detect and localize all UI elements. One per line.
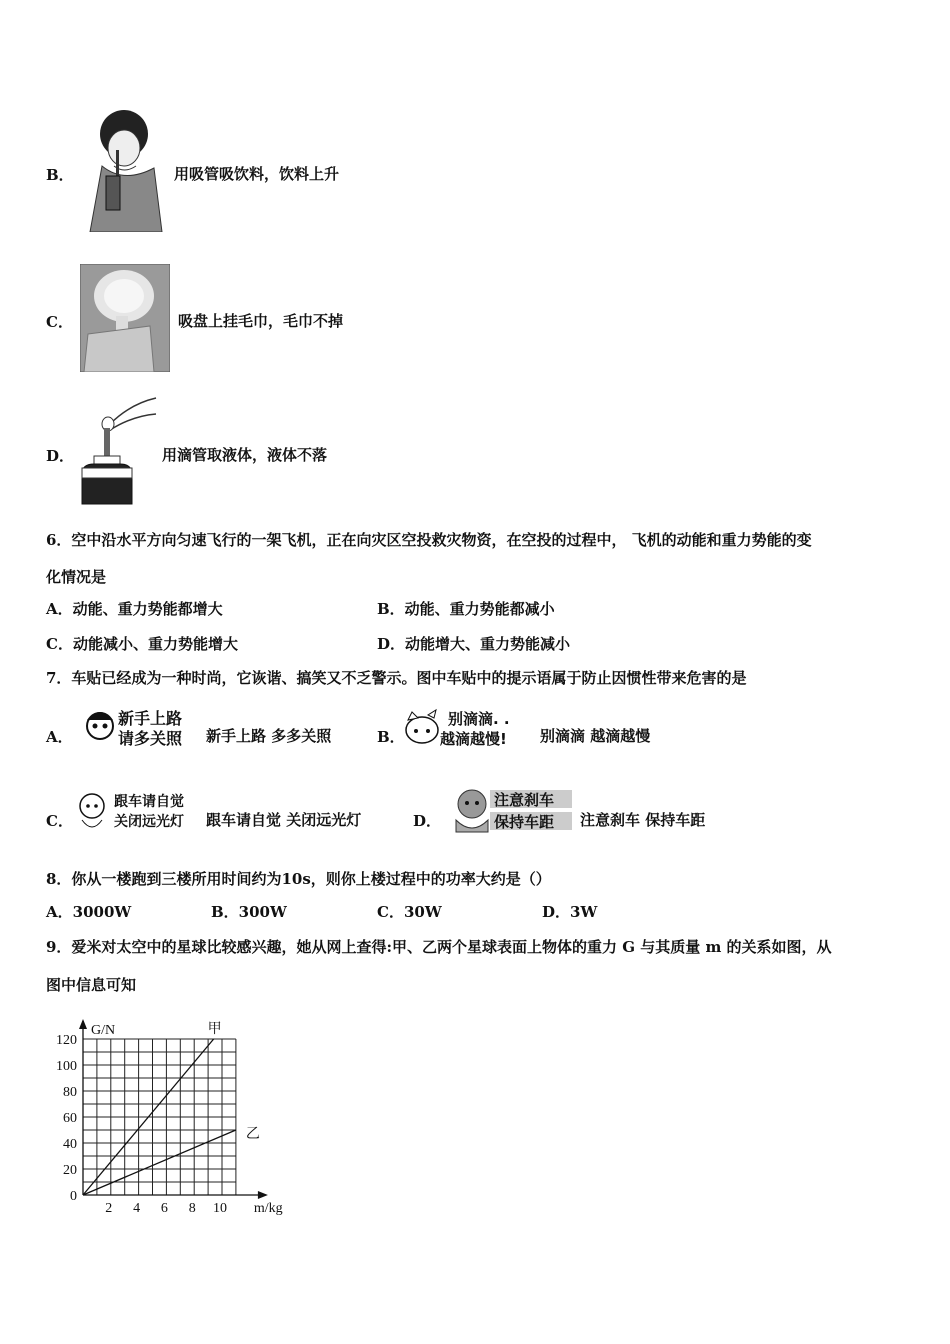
- x-axis-label: m/kg: [253, 1201, 283, 1216]
- x-tick-label: 8: [188, 1201, 196, 1216]
- x-tick-label: 10: [213, 1201, 227, 1216]
- option-b-text: 用吸管吸饮料，饮料上升: [174, 165, 340, 183]
- x-tick-label: 4: [133, 1201, 141, 1216]
- q8-option-d: D．3W: [542, 903, 598, 921]
- option-d-label: D．: [46, 447, 75, 465]
- q7-option-d-text: 注意刹车 保持车距: [580, 811, 706, 829]
- sticker-d-line2: 保持车距: [494, 813, 555, 831]
- option-c-text: 吸盘上挂毛巾，毛巾不掉: [178, 312, 344, 330]
- q7-option-c-text: 跟车请自觉 关闭远光灯: [206, 811, 362, 829]
- q7-option-b-text: 别滴滴 越滴越慢: [540, 727, 651, 745]
- suction-cup-towel-icon: [80, 264, 170, 372]
- y-axis-label: G/N: [91, 1023, 116, 1038]
- q7-option-a-label: A．: [46, 728, 73, 746]
- series-label-jia: 甲: [207, 1022, 222, 1037]
- y-tick-label: 0: [70, 1189, 77, 1204]
- q6-option-d: D．动能增大、重力势能减小: [377, 635, 571, 653]
- y-tick-label: 40: [63, 1137, 77, 1152]
- x-tick-label: 2: [105, 1201, 113, 1216]
- q8-option-b: B．300W: [211, 903, 287, 921]
- sticker-b-line2: 越滴越慢!: [440, 730, 507, 748]
- g-m-chart: [40, 1010, 310, 1220]
- q6-option-a: A．动能、重力势能都增大: [46, 600, 223, 618]
- sticker-d-line1: 注意刹车: [494, 791, 555, 809]
- q7-option-b-label: B．: [377, 728, 405, 746]
- sticker-b-line1: 别滴滴. .: [448, 710, 510, 728]
- x-axis-arrow: [258, 1191, 268, 1199]
- y-axis-arrow: [79, 1019, 87, 1029]
- y-tick-label: 60: [63, 1111, 77, 1126]
- q7-stem: 7．车贴已经成为一种时尚，它诙谐、搞笑又不乏警示。图中车贴中的提示语属于防止因惯性带来危害的是: [46, 669, 747, 687]
- chart-grid: [83, 1039, 236, 1195]
- option-c-label: C．: [46, 313, 73, 331]
- x-tick-label: 6: [160, 1201, 168, 1216]
- sticker-a-line2: 请多关照: [118, 729, 183, 748]
- q6-option-b: B．动能、重力势能都减小: [377, 600, 555, 618]
- y-tick-label: 100: [56, 1059, 77, 1074]
- girl-drinking-icon: [84, 104, 164, 232]
- series-label-yi: 乙: [245, 1127, 260, 1142]
- sticker-c-image: [76, 788, 202, 834]
- q6-stem-line2: 化情况是: [46, 568, 107, 586]
- q7-option-c-label: C．: [46, 812, 73, 830]
- option-b-label: B．: [46, 166, 74, 184]
- q7-option-a-text: 新手上路 多多关照: [206, 727, 332, 745]
- y-tick-label: 20: [63, 1163, 77, 1178]
- sticker-a-line1: 新手上路: [118, 709, 183, 728]
- q6-stem-line1: 6．空中沿水平方向匀速飞行的一架飞机，正在向灾区空投救灾物资，在空投的过程中， 飞机的动能和重力势能的变: [46, 531, 812, 549]
- sticker-d-image: [452, 786, 574, 834]
- q6-option-c: C．动能减小、重力势能增大: [46, 635, 238, 653]
- sticker-b-image: [404, 706, 536, 750]
- q7-option-d-label: D．: [413, 812, 442, 830]
- y-tick-label: 120: [56, 1033, 77, 1048]
- option-d-text: 用滴管取液体，液体不落: [162, 446, 328, 464]
- q8-option-a: A．3000W: [46, 903, 132, 921]
- q8-stem: 8．你从一楼跑到三楼所用时间约为10s，则你上楼过程中的功率大约是（）: [46, 870, 551, 888]
- y-tick-label: 80: [63, 1085, 77, 1100]
- q8-option-c: C．30W: [377, 903, 442, 921]
- dropper-bottle-icon: [80, 394, 158, 512]
- q9-stem-line1: 9．爱米对太空中的星球比较感兴趣，她从网上查得:甲、乙两个星球表面上物体的重力 G 与其质量 m 的关系如图，从: [46, 938, 832, 956]
- series-line-yi: [83, 1130, 236, 1195]
- q9-stem-line2: 图中信息可知: [46, 976, 137, 994]
- sticker-a-image: [84, 704, 200, 748]
- sticker-c-line1: 跟车请自觉: [114, 794, 184, 810]
- sticker-c-line2: 关闭远光灯: [114, 814, 184, 830]
